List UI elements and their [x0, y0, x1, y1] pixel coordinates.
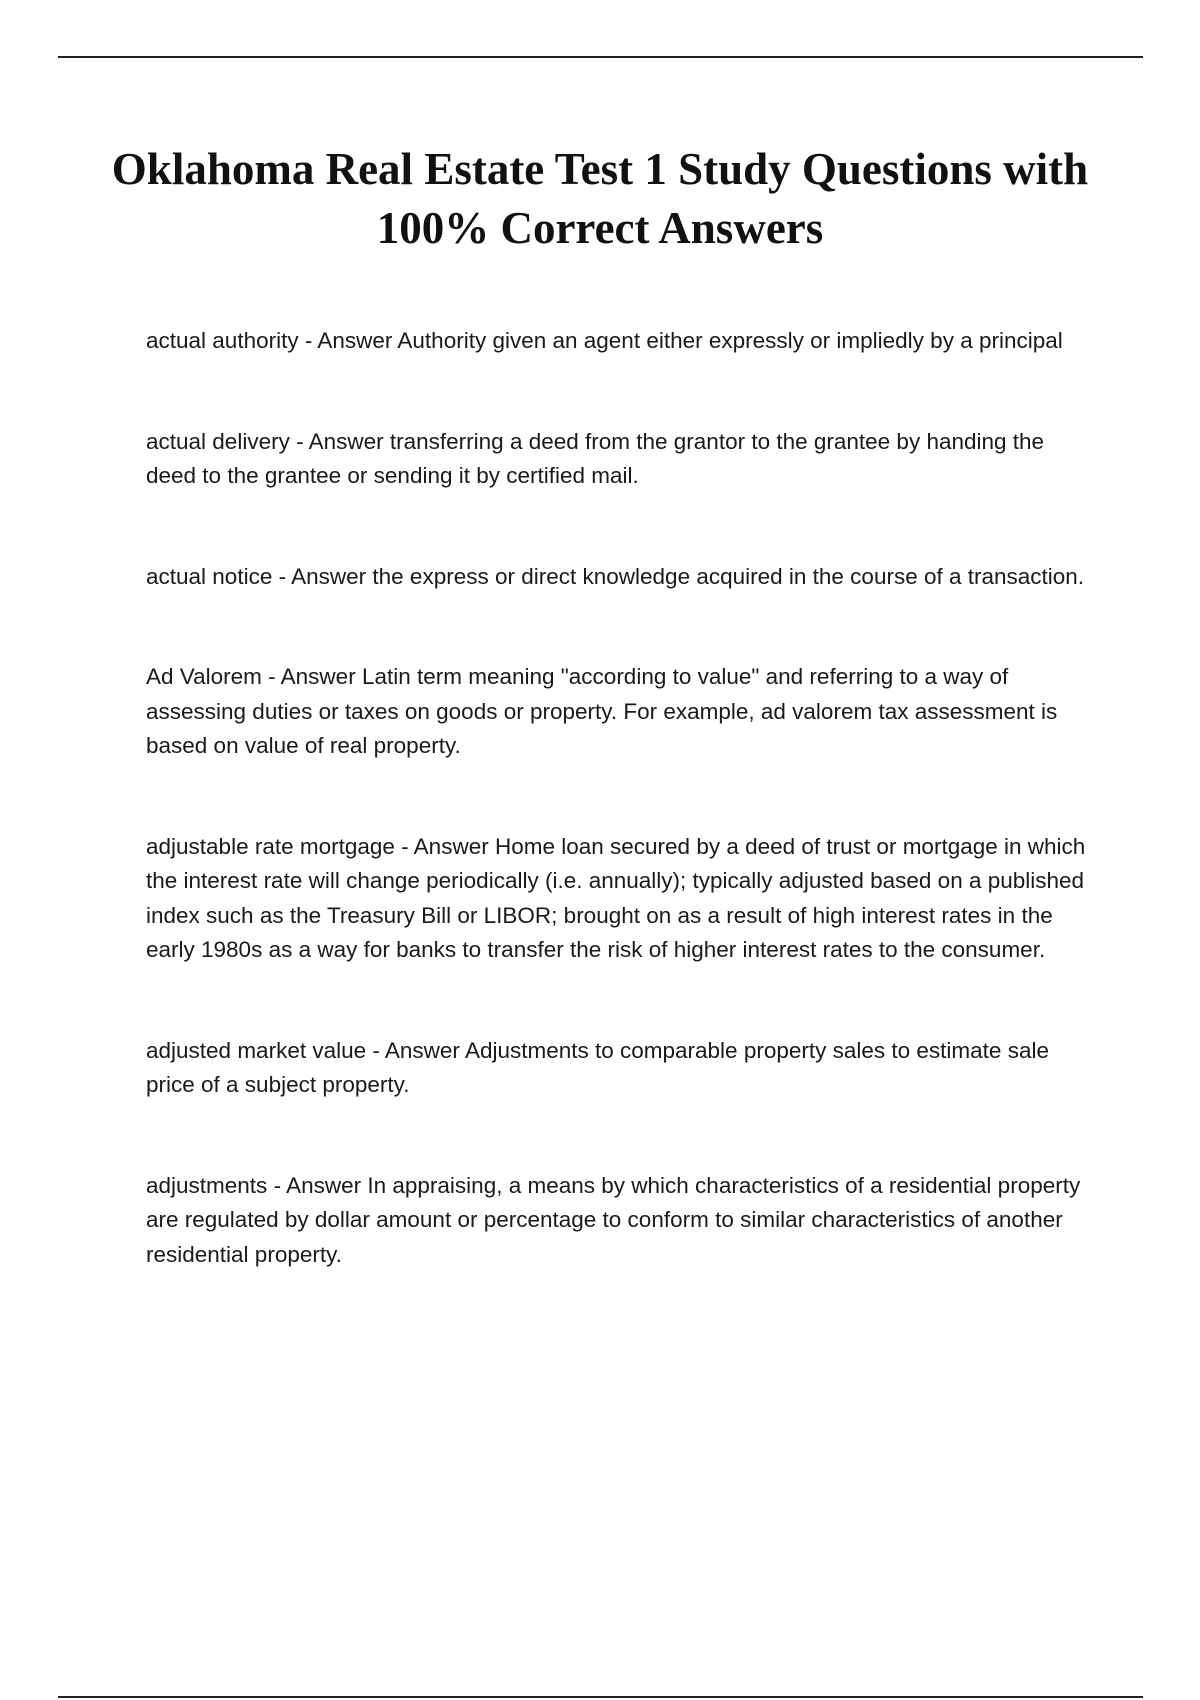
entry-list	[146, 324, 1092, 1272]
answer-label: Answer	[280, 664, 356, 689]
document-title: Oklahoma Real Estate Test 1 Study Questions with 100% Correct Answers	[111, 144, 1089, 253]
top-rule	[58, 56, 1143, 58]
entry-definition: transferring a deed from the grantor to the grantee by handing the deed to the grantee or sending it by certified mail.	[146, 428, 1045, 488]
entry-definition: Adjustments to comparable property sales to estimate sale price of a subject property.	[146, 1037, 1049, 1097]
entry-actual-delivery	[146, 425, 1092, 494]
entry-actual-notice	[146, 560, 1092, 595]
answer-label: Answer	[308, 428, 384, 454]
entry-definition: Home loan secured by a deed of trust or mortgage in which the interest rate will change periodically (i.e. annually); typically adjusted based on a published index such as the Treasury Bill or LIBOR; brought on as a result of high interest rates in the early 1980s as a way for banks to transfer the risk of higher interest rates to the consumer.	[146, 833, 1086, 962]
answer-label: Answer	[286, 1172, 362, 1198]
entry-term: adjustable rate mortgage -	[146, 834, 414, 859]
entry-actual-authority	[146, 324, 1092, 359]
entry-adjustable-rate-mortgage	[146, 830, 1092, 968]
entry-term: actual notice -	[146, 564, 291, 589]
entry-definition: Latin term meaning "according to value" and referring to a way of assessing duties or taxes on goods or property. For example, ad valorem tax assessment is based on value of real property.	[146, 664, 1058, 758]
entry-definition: In appraising, a means by which characteristics of a residential property are regulated by dollar amount or percentage to conform to similar characteristics of another residential property.	[146, 1172, 1081, 1267]
entry-ad-valorem	[146, 660, 1092, 764]
entry-term: adjusted market value -	[146, 1038, 385, 1063]
bottom-rule	[58, 1696, 1143, 1698]
entry-definition: Authority given an agent either expressly or impliedly by a principal	[397, 328, 1063, 353]
answer-label: Answer	[413, 833, 489, 859]
answer-label: Answer	[317, 328, 393, 353]
answer-label: Answer	[291, 563, 367, 589]
entry-definition: the express or direct knowledge acquired in the course of a transaction.	[372, 563, 1085, 589]
entry-term: actual delivery -	[146, 429, 309, 454]
entry-term: actual authority -	[146, 328, 317, 353]
entry-term: adjustments -	[146, 1173, 286, 1198]
entry-adjustments	[146, 1169, 1092, 1273]
entry-adjusted-market-value	[146, 1034, 1092, 1103]
entry-term: Ad Valorem -	[146, 664, 281, 689]
answer-label: Answer	[384, 1037, 460, 1063]
